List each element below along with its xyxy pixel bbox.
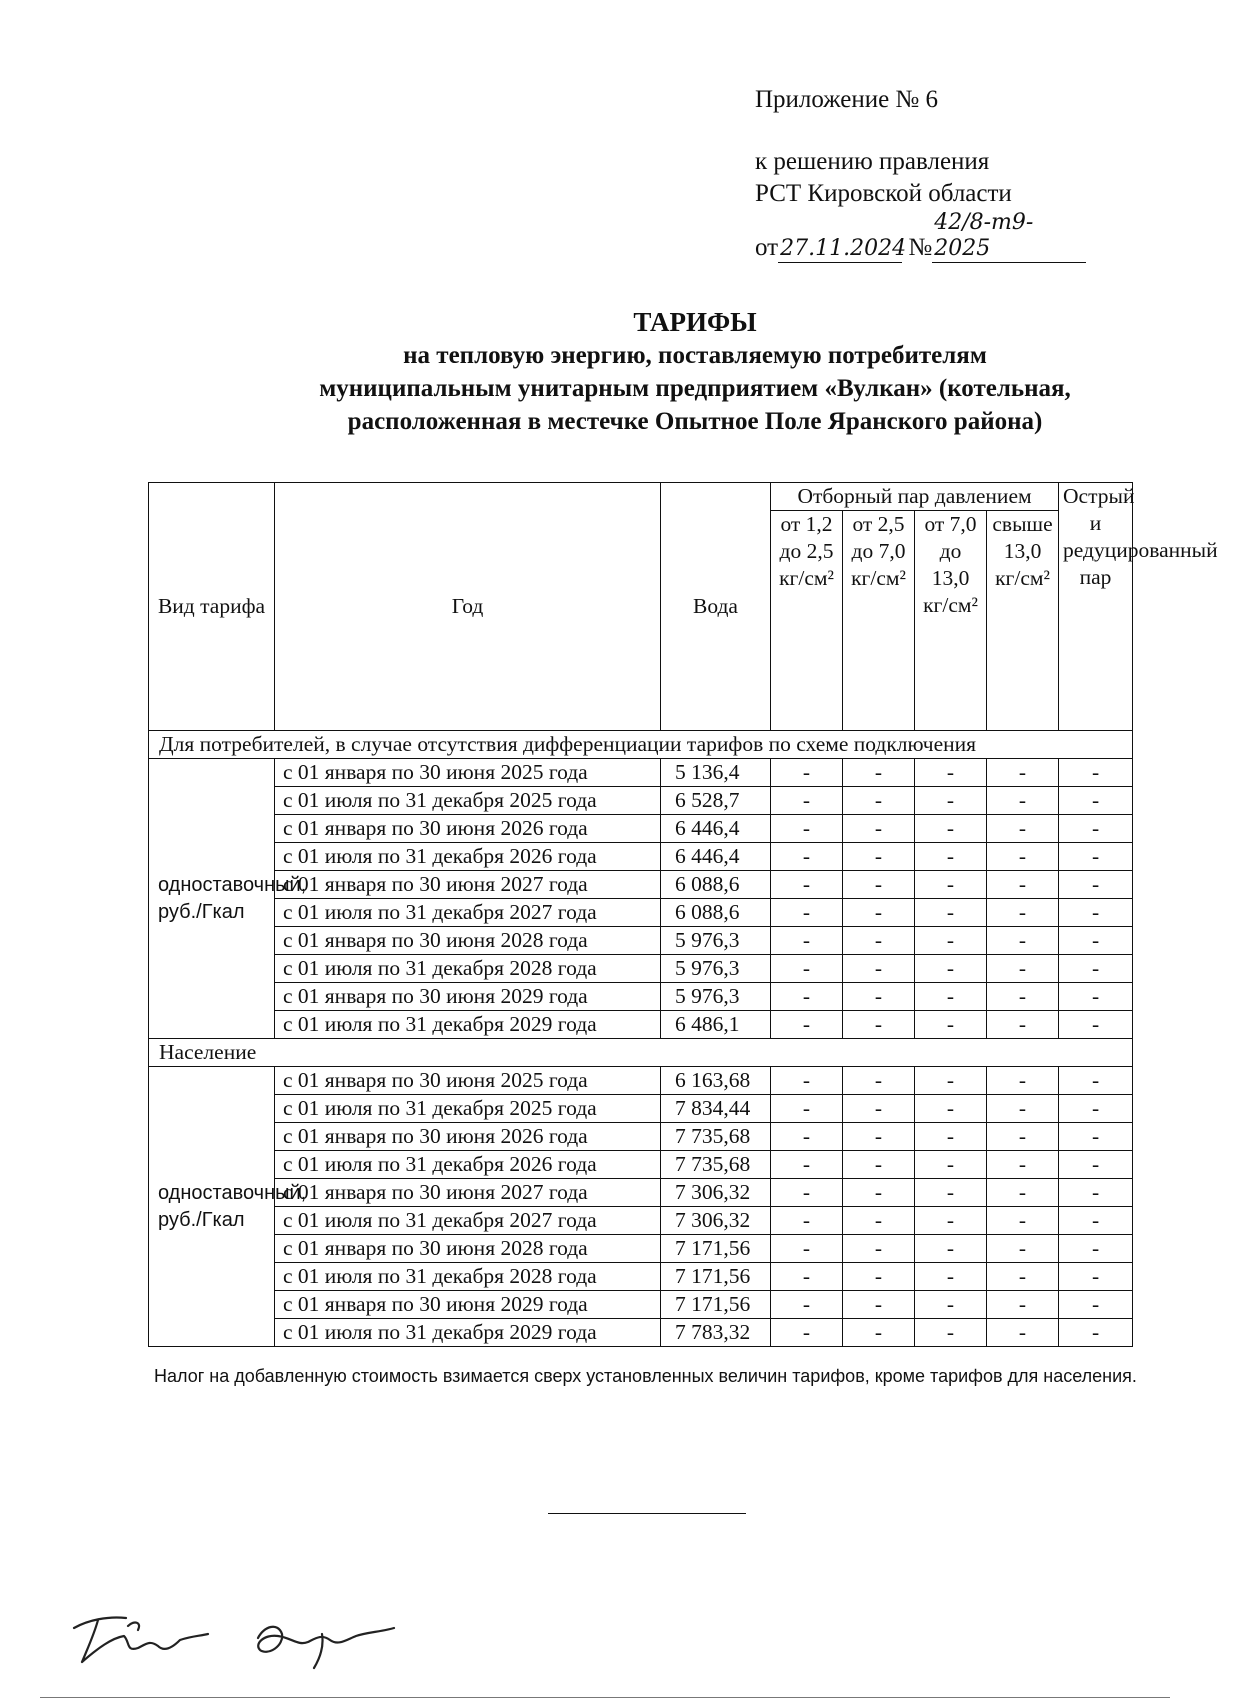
steam-tariff-cell: -	[843, 1319, 915, 1347]
steam-tariff-cell: -	[771, 983, 843, 1011]
steam-tariff-cell: -	[915, 1123, 987, 1151]
steam-tariff-cell: -	[1059, 1207, 1133, 1235]
steam-tariff-cell: -	[1059, 1067, 1133, 1095]
header-steam-group: Отборный пар давлением	[771, 483, 1059, 511]
steam-tariff-cell: -	[915, 759, 987, 787]
tariff-type-cell: одноставочный, руб./Гкал	[149, 1067, 275, 1347]
steam-tariff-cell: -	[987, 787, 1059, 815]
steam-tariff-cell: -	[1059, 983, 1133, 1011]
period-cell: с 01 июля по 31 декабря 2025 года	[275, 787, 661, 815]
water-tariff-cell: 7 171,56	[661, 1235, 771, 1263]
steam-tariff-cell: -	[987, 759, 1059, 787]
steam-tariff-cell: -	[987, 1319, 1059, 1347]
steam-tariff-cell: -	[1059, 1291, 1133, 1319]
water-tariff-cell: 5 976,3	[661, 983, 771, 1011]
decision-line-2: РСТ Кировской области	[755, 180, 1012, 207]
end-divider	[548, 1513, 746, 1514]
steam-tariff-cell: -	[1059, 815, 1133, 843]
steam-tariff-cell: -	[1059, 899, 1133, 927]
steam-tariff-cell: -	[1059, 787, 1133, 815]
decision-reference	[755, 146, 1086, 264]
steam-tariff-cell: -	[915, 1151, 987, 1179]
steam-tariff-cell: -	[915, 1291, 987, 1319]
table-row	[149, 1123, 1133, 1151]
period-cell: с 01 июля по 31 декабря 2025 года	[275, 1095, 661, 1123]
steam-tariff-cell: -	[771, 1235, 843, 1263]
steam-tariff-cell: -	[1059, 871, 1133, 899]
period-cell: с 01 января по 30 июня 2028 года	[275, 927, 661, 955]
table-row	[149, 815, 1133, 843]
steam-tariff-cell: -	[987, 843, 1059, 871]
period-cell: с 01 января по 30 июня 2026 года	[275, 1123, 661, 1151]
steam-tariff-cell: -	[987, 815, 1059, 843]
period-cell: с 01 января по 30 июня 2027 года	[275, 871, 661, 899]
water-tariff-cell: 6 486,1	[661, 1011, 771, 1039]
steam-tariff-cell: -	[987, 955, 1059, 983]
steam-tariff-cell: -	[843, 1151, 915, 1179]
header-steam-1: от 1,2 до 2,5 кг/см²	[771, 511, 843, 731]
water-tariff-cell: 7 783,32	[661, 1319, 771, 1347]
table-row	[149, 1235, 1133, 1263]
decision-line-1: к решению правления	[755, 148, 990, 175]
period-cell: с 01 июля по 31 декабря 2028 года	[275, 1263, 661, 1291]
steam-tariff-cell: -	[915, 1067, 987, 1095]
steam-tariff-cell: -	[1059, 1011, 1133, 1039]
steam-tariff-cell: -	[987, 871, 1059, 899]
steam-tariff-cell: -	[987, 1067, 1059, 1095]
title-line-1: на тепловую энергию, поставляемую потребителям	[403, 342, 987, 369]
steam-tariff-cell: -	[843, 787, 915, 815]
handwritten-number: 42/8-т9-2025	[932, 210, 1086, 263]
header-year: Год	[275, 483, 661, 731]
water-tariff-cell: 6 446,4	[661, 843, 771, 871]
decision-date-line	[755, 210, 1086, 264]
title-main: ТАРИФЫ	[633, 307, 757, 337]
water-tariff-cell: 7 306,32	[661, 1207, 771, 1235]
steam-tariff-cell: -	[843, 1235, 915, 1263]
steam-tariff-cell: -	[771, 1207, 843, 1235]
period-cell: с 01 января по 30 июня 2028 года	[275, 1235, 661, 1263]
steam-tariff-cell: -	[915, 815, 987, 843]
document-title	[130, 305, 1260, 438]
steam-tariff-cell: -	[843, 983, 915, 1011]
header-steam-2: от 2,5 до 7,0 кг/см²	[843, 511, 915, 731]
steam-tariff-cell: -	[915, 1095, 987, 1123]
steam-tariff-cell: -	[771, 899, 843, 927]
steam-tariff-cell: -	[843, 1207, 915, 1235]
table-row	[149, 1179, 1133, 1207]
header-water: Вода	[661, 483, 771, 731]
period-cell: с 01 июля по 31 декабря 2029 года	[275, 1319, 661, 1347]
table-row	[149, 1319, 1133, 1347]
handwritten-date: 27.11.2024	[780, 236, 907, 261]
steam-tariff-cell: -	[987, 1011, 1059, 1039]
table-row	[149, 1263, 1133, 1291]
steam-tariff-cell: -	[771, 955, 843, 983]
steam-tariff-cell: -	[843, 1291, 915, 1319]
steam-tariff-cell: -	[987, 1151, 1059, 1179]
steam-tariff-cell: -	[915, 1235, 987, 1263]
period-cell: с 01 июля по 31 декабря 2026 года	[275, 1151, 661, 1179]
period-cell: с 01 января по 30 июня 2025 года	[275, 759, 661, 787]
steam-tariff-cell: -	[843, 815, 915, 843]
steam-tariff-cell: -	[843, 843, 915, 871]
steam-tariff-cell: -	[771, 1179, 843, 1207]
water-tariff-cell: 7 171,56	[661, 1263, 771, 1291]
steam-tariff-cell: -	[987, 983, 1059, 1011]
table-row	[149, 787, 1133, 815]
steam-tariff-cell: -	[915, 871, 987, 899]
period-cell: с 01 января по 30 июня 2027 года	[275, 1179, 661, 1207]
table-row	[149, 927, 1133, 955]
period-cell: с 01 января по 30 июня 2029 года	[275, 983, 661, 1011]
steam-tariff-cell: -	[915, 927, 987, 955]
steam-tariff-cell: -	[843, 1179, 915, 1207]
steam-tariff-cell: -	[771, 1095, 843, 1123]
table-row	[149, 843, 1133, 871]
steam-tariff-cell: -	[1059, 1123, 1133, 1151]
table-row	[149, 1151, 1133, 1179]
steam-tariff-cell: -	[915, 1011, 987, 1039]
steam-tariff-cell: -	[915, 1319, 987, 1347]
steam-tariff-cell: -	[915, 955, 987, 983]
steam-tariff-cell: -	[987, 1179, 1059, 1207]
steam-tariff-cell: -	[915, 1207, 987, 1235]
water-tariff-cell: 5 976,3	[661, 955, 771, 983]
steam-tariff-cell: -	[1059, 1151, 1133, 1179]
steam-tariff-cell: -	[987, 1235, 1059, 1263]
tariff-table	[148, 482, 1218, 1347]
steam-tariff-cell: -	[1059, 1319, 1133, 1347]
steam-tariff-cell: -	[987, 1291, 1059, 1319]
steam-tariff-cell: -	[843, 1095, 915, 1123]
steam-tariff-cell: -	[915, 1263, 987, 1291]
table-row	[149, 1207, 1133, 1235]
period-cell: с 01 июля по 31 декабря 2026 года	[275, 843, 661, 871]
steam-tariff-cell: -	[843, 759, 915, 787]
period-cell: с 01 января по 30 июня 2025 года	[275, 1067, 661, 1095]
period-cell: с 01 июля по 31 декабря 2027 года	[275, 899, 661, 927]
steam-tariff-cell: -	[843, 1123, 915, 1151]
water-tariff-cell: 6 163,68	[661, 1067, 771, 1095]
table-row	[149, 871, 1133, 899]
steam-tariff-cell: -	[915, 899, 987, 927]
steam-tariff-cell: -	[1059, 1263, 1133, 1291]
steam-tariff-cell: -	[771, 1067, 843, 1095]
steam-tariff-cell: -	[915, 983, 987, 1011]
section-title: Население	[149, 1039, 1133, 1067]
steam-tariff-cell: -	[1059, 843, 1133, 871]
period-cell: с 01 июля по 31 декабря 2027 года	[275, 1207, 661, 1235]
steam-tariff-cell: -	[987, 899, 1059, 927]
steam-tariff-cell: -	[1059, 955, 1133, 983]
period-cell: с 01 января по 30 июня 2029 года	[275, 1291, 661, 1319]
water-tariff-cell: 5 976,3	[661, 927, 771, 955]
steam-tariff-cell: -	[987, 927, 1059, 955]
from-label: от	[755, 234, 779, 261]
water-tariff-cell: 7 834,44	[661, 1095, 771, 1123]
water-tariff-cell: 7 171,56	[661, 1291, 771, 1319]
steam-tariff-cell: -	[843, 927, 915, 955]
header-steam-4: свыше 13,0 кг/см²	[987, 511, 1059, 731]
title-line-3: расположенная в местечке Опытное Поле Яранского района)	[347, 408, 1043, 435]
number-label: №	[908, 234, 933, 261]
steam-tariff-cell: -	[987, 1263, 1059, 1291]
section-title: Для потребителей, в случае отсутствия дифференциации тарифов по схеме подключения	[149, 731, 1133, 759]
tariff-type-cell: одноставочный, руб./Гкал	[149, 759, 275, 1039]
steam-tariff-cell: -	[771, 1319, 843, 1347]
steam-tariff-cell: -	[843, 1067, 915, 1095]
water-tariff-cell: 6 528,7	[661, 787, 771, 815]
steam-tariff-cell: -	[771, 1291, 843, 1319]
steam-tariff-cell: -	[771, 843, 843, 871]
title-line-2: муниципальным унитарным предприятием «Вулкан» (котельная,	[319, 375, 1071, 402]
steam-tariff-cell: -	[915, 1179, 987, 1207]
period-cell: с 01 января по 30 июня 2026 года	[275, 815, 661, 843]
steam-tariff-cell: -	[771, 759, 843, 787]
steam-tariff-cell: -	[1059, 927, 1133, 955]
handwritten-signatures	[68, 1590, 408, 1670]
steam-tariff-cell: -	[843, 1011, 915, 1039]
steam-tariff-cell: -	[915, 787, 987, 815]
steam-tariff-cell: -	[771, 1123, 843, 1151]
steam-tariff-cell: -	[771, 871, 843, 899]
steam-tariff-cell: -	[1059, 1235, 1133, 1263]
steam-tariff-cell: -	[771, 1151, 843, 1179]
steam-tariff-cell: -	[771, 1011, 843, 1039]
vat-note: Налог на добавленную стоимость взимается сверх установленных величин тарифов, кроме тарифов для населения.	[154, 1366, 1137, 1386]
steam-tariff-cell: -	[771, 815, 843, 843]
steam-tariff-cell: -	[915, 843, 987, 871]
table-row	[149, 1095, 1133, 1123]
steam-tariff-cell: -	[843, 899, 915, 927]
table-row	[149, 983, 1133, 1011]
table-row	[149, 1011, 1133, 1039]
steam-tariff-cell: -	[987, 1207, 1059, 1235]
water-tariff-cell: 6 446,4	[661, 815, 771, 843]
steam-tariff-cell: -	[1059, 759, 1133, 787]
header-tariff-type: Вид тарифа	[149, 483, 275, 731]
water-tariff-cell: 6 088,6	[661, 871, 771, 899]
steam-tariff-cell: -	[843, 1263, 915, 1291]
table-row	[149, 955, 1133, 983]
steam-tariff-cell: -	[987, 1095, 1059, 1123]
appendix-number: Приложение № 6	[755, 86, 939, 113]
water-tariff-cell: 5 136,4	[661, 759, 771, 787]
steam-tariff-cell: -	[771, 927, 843, 955]
steam-tariff-cell: -	[843, 871, 915, 899]
water-tariff-cell: 7 735,68	[661, 1123, 771, 1151]
period-cell: с 01 июля по 31 декабря 2028 года	[275, 955, 661, 983]
header-sharp-steam: Острый и редуцированный пар	[1059, 483, 1133, 731]
water-tariff-cell: 6 088,6	[661, 899, 771, 927]
header-steam-3: от 7,0 до 13,0 кг/см²	[915, 511, 987, 731]
steam-tariff-cell: -	[987, 1123, 1059, 1151]
table-row	[149, 759, 1133, 787]
table-row	[149, 1291, 1133, 1319]
water-tariff-cell: 7 735,68	[661, 1151, 771, 1179]
water-tariff-cell: 7 306,32	[661, 1179, 771, 1207]
steam-tariff-cell: -	[1059, 1095, 1133, 1123]
steam-tariff-cell: -	[771, 1263, 843, 1291]
table-row	[149, 1067, 1133, 1095]
steam-tariff-cell: -	[843, 955, 915, 983]
period-cell: с 01 июля по 31 декабря 2029 года	[275, 1011, 661, 1039]
steam-tariff-cell: -	[771, 787, 843, 815]
steam-tariff-cell: -	[1059, 1179, 1133, 1207]
table-row	[149, 899, 1133, 927]
